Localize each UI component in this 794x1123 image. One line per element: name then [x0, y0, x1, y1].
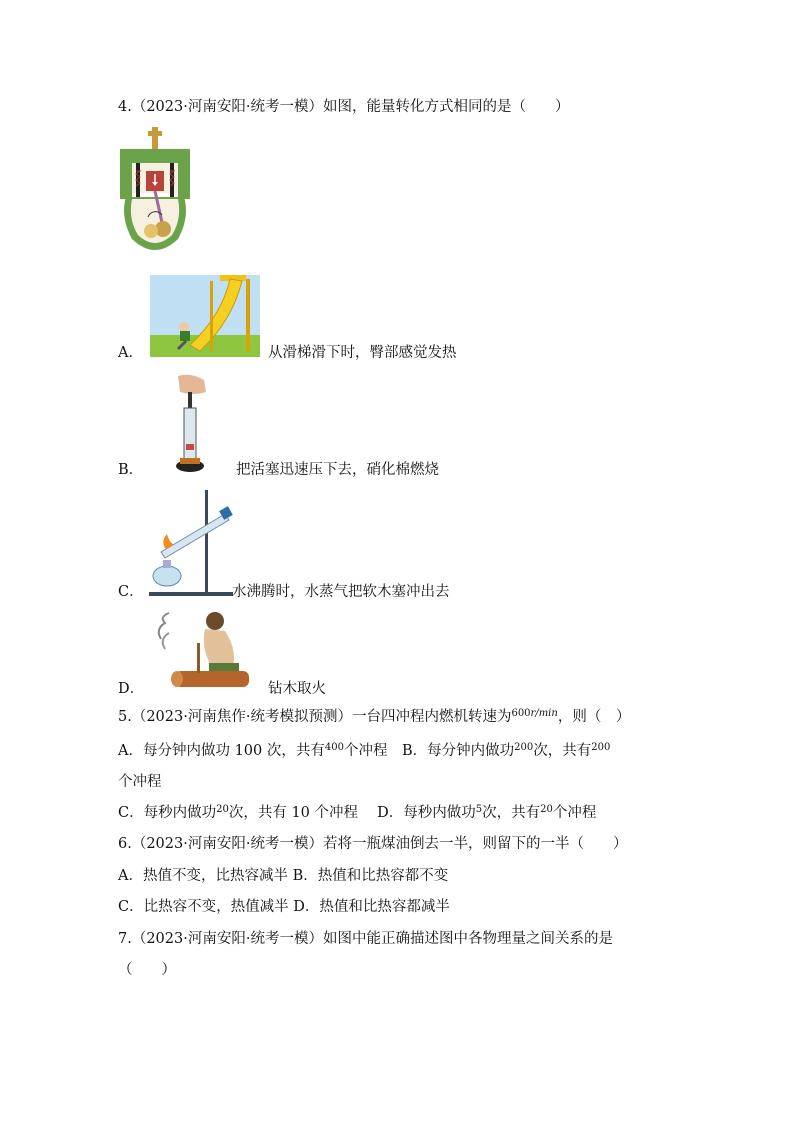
q4-option-c-text: 水沸腾时，水蒸气把软木塞冲出去 — [232, 584, 450, 600]
slide-image — [150, 275, 260, 357]
q5-option-b-number1: 200 — [514, 742, 534, 753]
drill-fire-image — [155, 609, 255, 693]
q5-option-d-end: 个冲程 — [552, 805, 597, 821]
q5-stem-end: ，则（ ） — [557, 709, 631, 725]
q4-option-b-text: 把活塞迅速压下去，硝化棉燃烧 — [236, 462, 439, 478]
q5-stem-text: 5.（2023·河南焦作·统考模拟预测）一台四冲程内燃机转速为 — [118, 709, 512, 725]
air-piston-image — [170, 374, 210, 474]
q4-option-c-label: C． — [118, 584, 144, 600]
q5-option-b-mid: 次，共有 — [533, 743, 592, 759]
q6-options-cd: C．比热容不变，热值减半 D．热值和比热容都减半 — [118, 899, 450, 915]
q5-option-d-number2: 20 — [540, 804, 553, 815]
q4-option-d-label: D． — [118, 681, 145, 697]
q6-stem: 6.（2023·河南安阳·统考一模）若将一瓶煤油倒去一半，则留下的一半（ ） — [118, 836, 628, 852]
q5-option-d-mid: 次，共有 — [482, 805, 541, 821]
q5-stem — [118, 707, 630, 729]
q5-option-d-number1: 5 — [475, 804, 483, 815]
q5-option-d-text: 次，共有 10 个冲程 D．每秒内做功 — [228, 805, 476, 821]
q5-option-b-text: 个冲程 B．每分钟内做功 — [343, 743, 515, 759]
q5-option-c-text: C．每秒内做功 — [118, 805, 217, 821]
q5-speed-unit: r/min — [530, 708, 558, 719]
engine-diagram — [118, 127, 192, 257]
q4-stem: 4.（2023·河南安阳·统考一模）如图，能量转化方式相同的是（ ） — [118, 99, 570, 115]
q5-option-a-number: 400 — [324, 742, 344, 753]
q7-stem: 7.（2023·河南安阳·统考一模）如图中能正确描述图中各物理量之间关系的是 — [118, 931, 613, 947]
q4-option-d-text: 钻木取火 — [268, 681, 326, 697]
q4-option-a-label: A． — [118, 345, 143, 361]
q5-option-a-text: A．每分钟内做功 100 次，共有 — [118, 743, 325, 759]
q5-options-cd — [118, 803, 596, 825]
q5-option-b-cont: 个冲程 — [118, 774, 162, 790]
test-tube-image — [145, 490, 237, 600]
q5-option-c-number: 20 — [216, 804, 229, 815]
q6-options-ab: A．热值不变，比热容减半 B．热值和比热容都不变 — [118, 868, 449, 884]
q5-options-ab — [118, 741, 610, 763]
q7-stem-cont: （ ） — [118, 962, 176, 978]
q4-option-a-text: 从滑梯滑下时，臀部感觉发热 — [268, 345, 457, 361]
q5-option-b-number2: 200 — [591, 742, 611, 753]
q4-option-b-label: B． — [118, 462, 144, 478]
q5-speed-value: 600 — [511, 708, 531, 719]
